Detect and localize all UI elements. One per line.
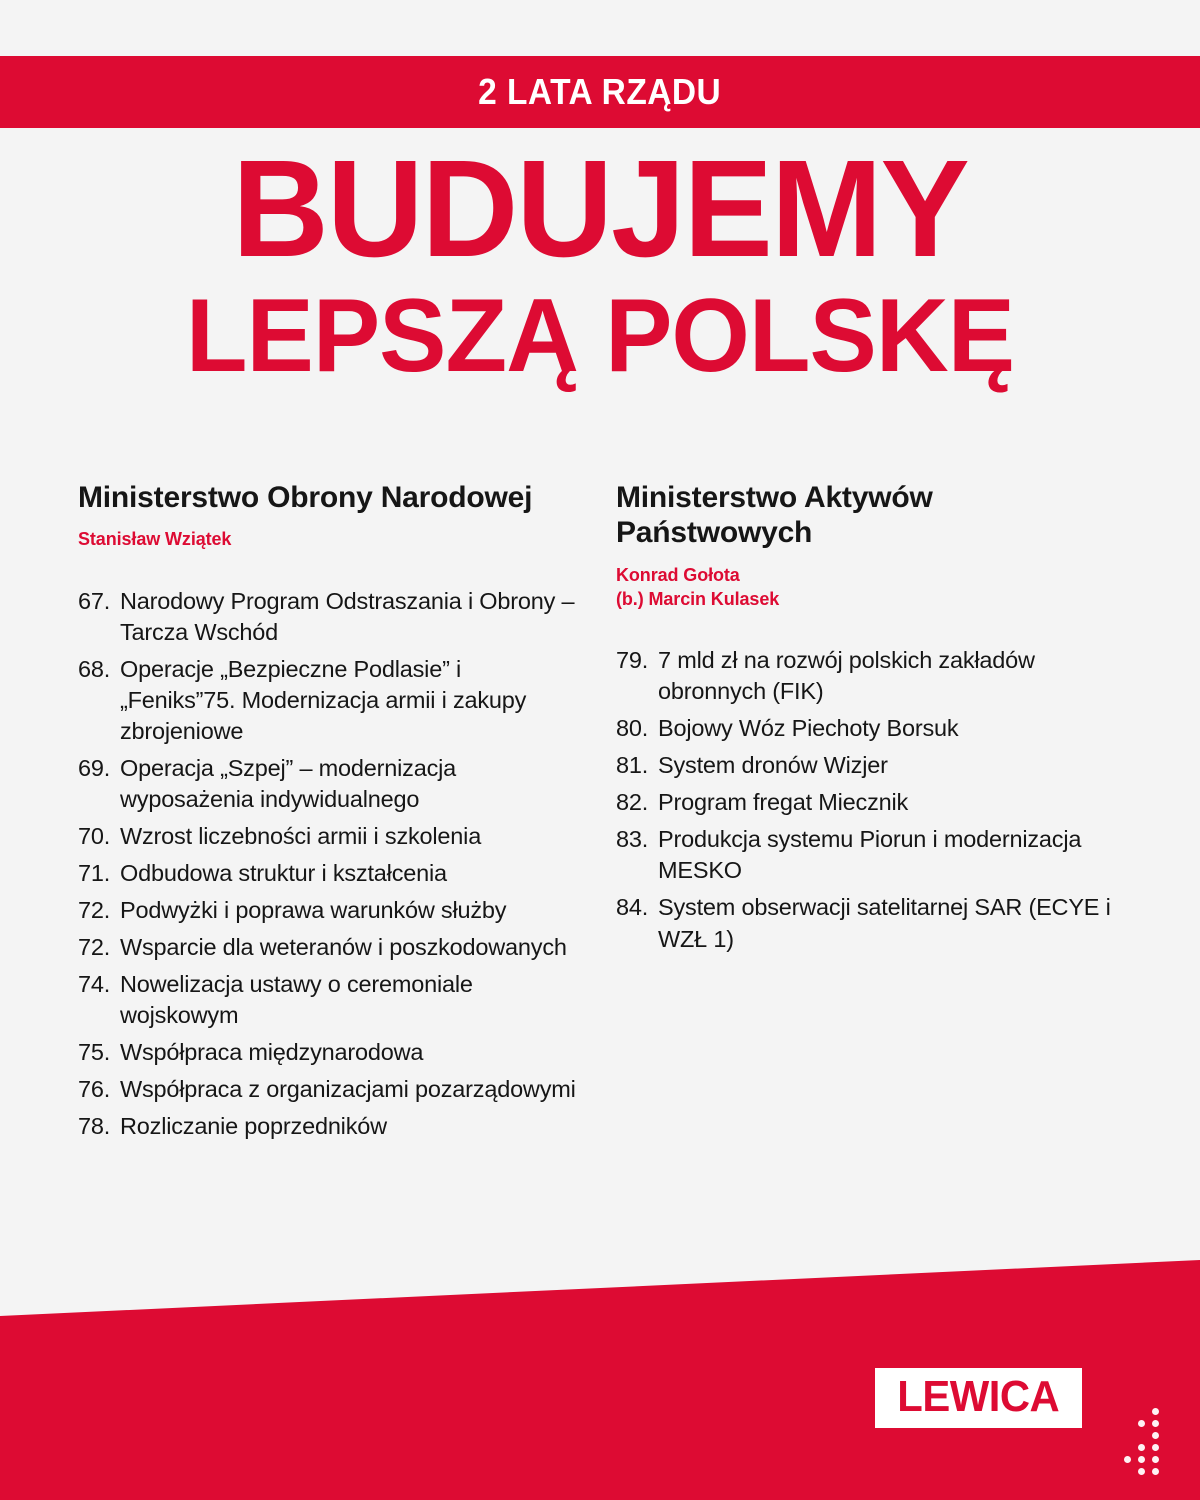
list-item-number: 82. (616, 789, 649, 816)
list-item (616, 787, 1122, 818)
list-item (616, 645, 1122, 707)
list-item (78, 932, 578, 963)
list-item-number: 81. (616, 752, 649, 779)
list-item-text: Operacja „Szpej” – modernizacja wyposażenia indywidualnego (120, 754, 457, 812)
column-ministry-of-defence (78, 480, 600, 1148)
list-item-text: Współpraca z organizacjami pozarządowymi (120, 1075, 576, 1102)
column-ministry-of-state-assets (600, 480, 1122, 1148)
list-item (78, 969, 578, 1031)
list-item-text: Produkcja systemu Piorun i modernizacja MESKO (658, 826, 1082, 884)
list-item-number: 75. (78, 1038, 111, 1065)
logo-text: LEWICA (897, 1372, 1060, 1421)
list-item (78, 895, 578, 926)
list-item (78, 654, 578, 747)
list-item-text: System dronów Wizjer (658, 752, 888, 779)
decorative-dots-icon (1124, 1408, 1170, 1478)
list-item-text: Odbudowa struktur i kształcenia (120, 859, 447, 886)
achievement-list (78, 586, 578, 1142)
list-item-number: 72. (78, 896, 111, 923)
column-title: Ministerstwo Aktywów Państwowych (616, 481, 933, 550)
list-item-text: Operacje „Bezpieczne Podlasie” i „Feniks”75. Modernizacja armii i zakupy zbrojeniowe (120, 655, 527, 744)
list-item-text: Wsparcie dla weteranów i poszkodowanych (120, 933, 567, 960)
list-item-number: 76. (78, 1075, 111, 1102)
column-person-former: (b.) Marcin Kulasek (616, 589, 780, 610)
list-item-number: 83. (616, 826, 649, 853)
list-item-number: 70. (78, 822, 111, 849)
list-item-number: 74. (78, 970, 111, 997)
list-item-text: Podwyżki i poprawa warunków służby (120, 896, 507, 923)
headline-line-2: LEPSZĄ POLSKĘ (185, 278, 1015, 394)
list-item-text: Program fregat Miecznik (658, 789, 909, 816)
list-item-text: Nowelizacja ustawy o ceremoniale wojskowym (120, 970, 473, 1028)
list-item-text: Wzrost liczebności armii i szkolenia (120, 822, 482, 849)
list-item-number: 84. (616, 894, 649, 921)
list-item (78, 858, 578, 889)
banner-title: 2 LATA RZĄDU (478, 71, 722, 112)
list-item-text: System obserwacji satelitarnej SAR (ECYE i WZŁ 1) (658, 894, 1111, 952)
content-columns (0, 480, 1200, 1148)
list-item-number: 69. (78, 754, 111, 781)
list-item-text: Rozliczanie poprzedników (120, 1112, 387, 1139)
list-item-number: 67. (78, 587, 111, 614)
list-item-text: Narodowy Program Odstraszania i Obrony – Tarcza Wschód (120, 587, 575, 645)
list-item-number: 79. (616, 647, 649, 674)
list-item (78, 1037, 578, 1068)
list-item-number: 68. (78, 655, 111, 682)
top-banner (0, 56, 1200, 128)
column-person: Konrad Gołota (616, 564, 740, 585)
column-title: Ministerstwo Obrony Narodowej (78, 481, 533, 514)
logo (875, 1368, 1082, 1428)
list-item (616, 750, 1122, 781)
list-item-number: 72. (78, 933, 111, 960)
list-item (616, 824, 1122, 886)
headline (0, 132, 1200, 394)
list-item (616, 713, 1122, 744)
headline-line-1: BUDUJEMY (232, 132, 968, 286)
list-item (78, 821, 578, 852)
list-item (78, 586, 578, 648)
list-item-number: 80. (616, 715, 649, 742)
list-item-number: 71. (78, 859, 111, 886)
column-person: Stanisław Wziątek (78, 529, 232, 550)
list-item-text: Współpraca międzynarodowa (120, 1038, 424, 1065)
list-item (616, 892, 1122, 954)
list-item-text: Bojowy Wóz Piechoty Borsuk (658, 715, 959, 742)
list-item-number: 78. (78, 1112, 111, 1139)
list-item (78, 1074, 578, 1105)
list-item (78, 1111, 578, 1142)
list-item (78, 753, 578, 815)
achievement-list (616, 645, 1122, 954)
list-item-text: 7 mld zł na rozwój polskich zakładów obronnych (FIK) (658, 647, 1035, 705)
